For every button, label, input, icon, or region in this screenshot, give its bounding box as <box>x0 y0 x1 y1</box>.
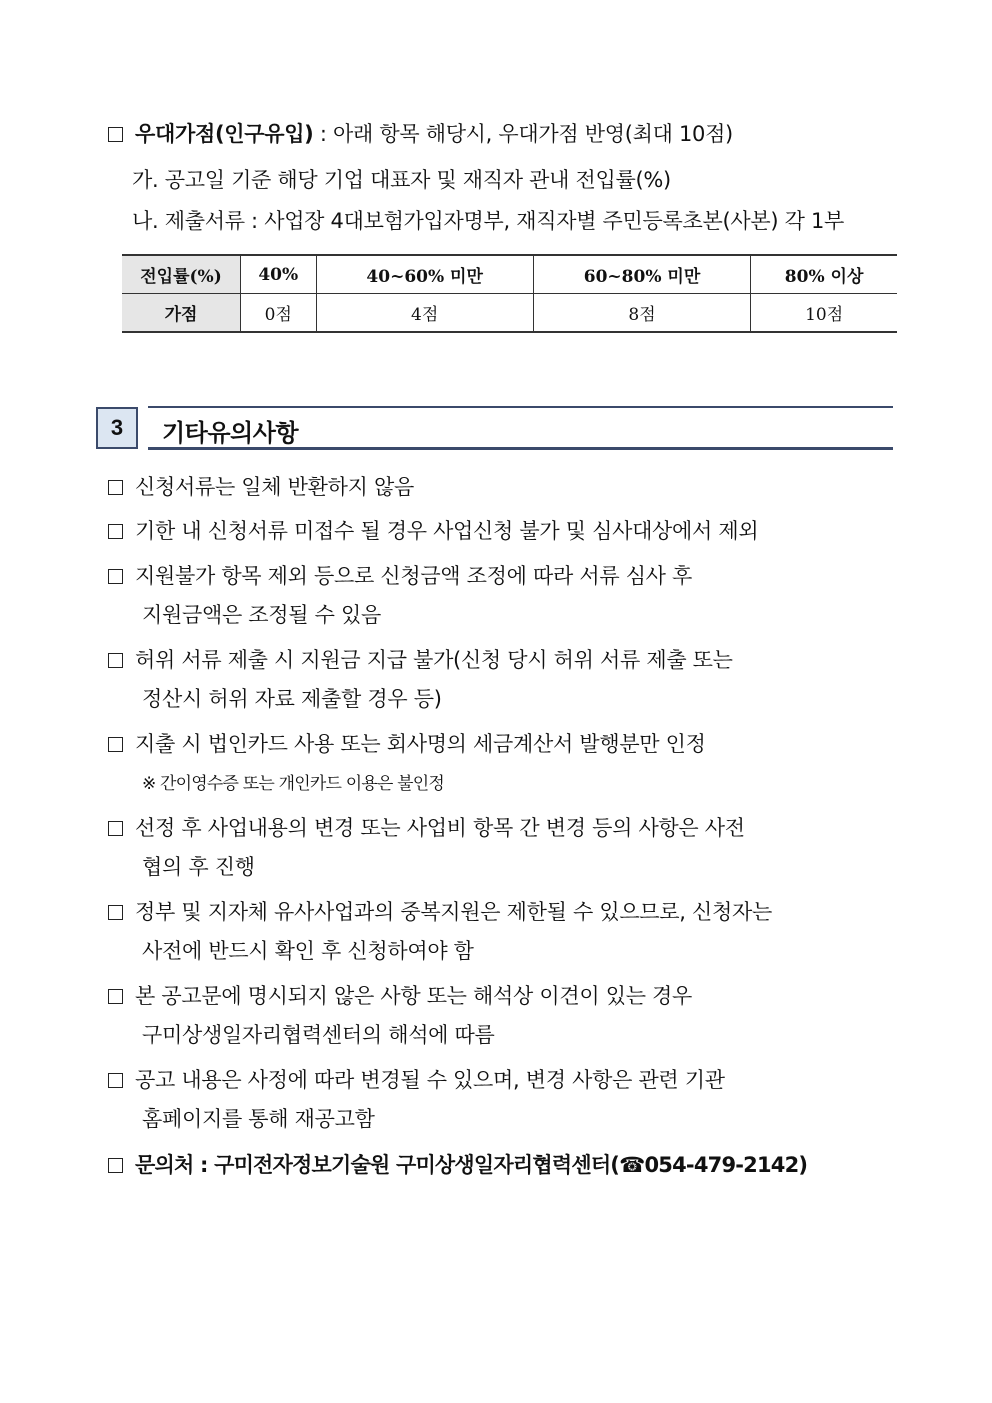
list-item <box>108 562 692 590</box>
table-cell: 60~80% 미만 <box>533 255 750 294</box>
table-row <box>122 294 897 333</box>
list-item-text: 본 공고문에 명시되지 않은 사항 또는 해석상 이견이 있는 경우 <box>135 984 693 1008</box>
table-row <box>122 255 897 294</box>
section-title: 기타유의사항 <box>162 420 299 447</box>
checkbox-square-icon <box>108 1073 123 1088</box>
list-item-text: 허위 서류 제출 시 지원금 지급 불가(신청 당시 허위 서류 제출 또는 <box>135 648 733 672</box>
list-item-continuation: 홈페이지를 통해 재공고함 <box>142 1107 375 1131</box>
section-title-bar <box>148 406 893 450</box>
contact-info <box>108 1151 807 1179</box>
list-item <box>108 982 692 1010</box>
list-item-text: 선정 후 사업내용의 변경 또는 사업비 항목 간 변경 등의 사항은 사전 <box>135 816 745 840</box>
table-cell: 8점 <box>533 294 750 333</box>
list-item-continuation: 정산시 허위 자료 제출할 경우 등) <box>142 687 442 711</box>
list-item-continuation: 구미상생일자리협력센터의 해석에 따름 <box>142 1023 495 1047</box>
contact-text: 문의처 : 구미전자정보기술원 구미상생일자리협력센터(☎054-479-2142) <box>135 1153 808 1177</box>
checkbox-square-icon <box>108 989 123 1004</box>
list-item <box>108 730 706 758</box>
table-cell: 40% <box>241 255 317 294</box>
list-item-text: 공고 내용은 사정에 따라 변경될 수 있으며, 변경 사항은 관련 기관 <box>135 1068 725 1092</box>
section-number: 3 <box>96 407 138 449</box>
list-item-text: 지출 시 법인카드 사용 또는 회사명의 세금계산서 발행분만 인정 <box>135 732 706 756</box>
checkbox-square-icon <box>108 1158 123 1173</box>
checkbox-square-icon <box>108 653 123 668</box>
list-item <box>108 1066 725 1094</box>
list-item <box>108 646 733 674</box>
list-item-text: 기한 내 신청서류 미접수 될 경우 사업신청 불가 및 심사대상에서 제외 <box>135 519 759 543</box>
list-item-continuation: 지원금액은 조정될 수 있음 <box>142 603 381 627</box>
preferential-heading <box>108 120 733 148</box>
row-header-rate: 전입률(%) <box>122 255 241 294</box>
checkbox-square-icon <box>108 821 123 836</box>
table-cell: 10점 <box>751 294 897 333</box>
list-item-text: 정부 및 지자체 유사사업과의 중복지원은 제한될 수 있으므로, 신청자는 <box>135 900 772 924</box>
list-item <box>108 517 758 545</box>
list-item <box>108 814 745 842</box>
preferential-sub-a: 가. 공고일 기준 해당 기업 대표자 및 재직자 관내 전입률(%) <box>132 168 671 192</box>
bonus-points-table <box>122 254 897 333</box>
checkbox-square-icon <box>108 480 123 495</box>
checkbox-square-icon <box>108 737 123 752</box>
list-item <box>108 898 772 926</box>
list-item-note: ※ 간이영수증 또는 개인카드 이용은 불인정 <box>142 774 445 794</box>
list-item-continuation: 사전에 반드시 확인 후 신청하여야 함 <box>142 939 474 963</box>
preferential-label: 우대가점(인구유입) <box>135 122 314 146</box>
list-item-continuation: 협의 후 진행 <box>142 855 255 879</box>
checkbox-square-icon <box>108 569 123 584</box>
list-item-text: 지원불가 항목 제외 등으로 신청금액 조정에 따라 서류 심사 후 <box>135 564 693 588</box>
row-header-score: 가점 <box>122 294 241 333</box>
preferential-desc: : 아래 항목 해당시, 우대가점 반영(최대 10점) <box>313 122 733 146</box>
table-cell: 0점 <box>241 294 317 333</box>
checkbox-square-icon <box>108 127 123 142</box>
table-cell: 4점 <box>316 294 533 333</box>
preferential-sub-b: 나. 제출서류 : 사업장 4대보험가입자명부, 재직자별 주민등록초본(사본) 각 1부 <box>132 209 845 233</box>
checkbox-square-icon <box>108 905 123 920</box>
list-item-text: 신청서류는 일체 반환하지 않음 <box>135 475 414 499</box>
table-cell: 40~60% 미만 <box>316 255 533 294</box>
list-item <box>108 473 414 501</box>
table-cell: 80% 이상 <box>751 255 897 294</box>
checkbox-square-icon <box>108 524 123 539</box>
